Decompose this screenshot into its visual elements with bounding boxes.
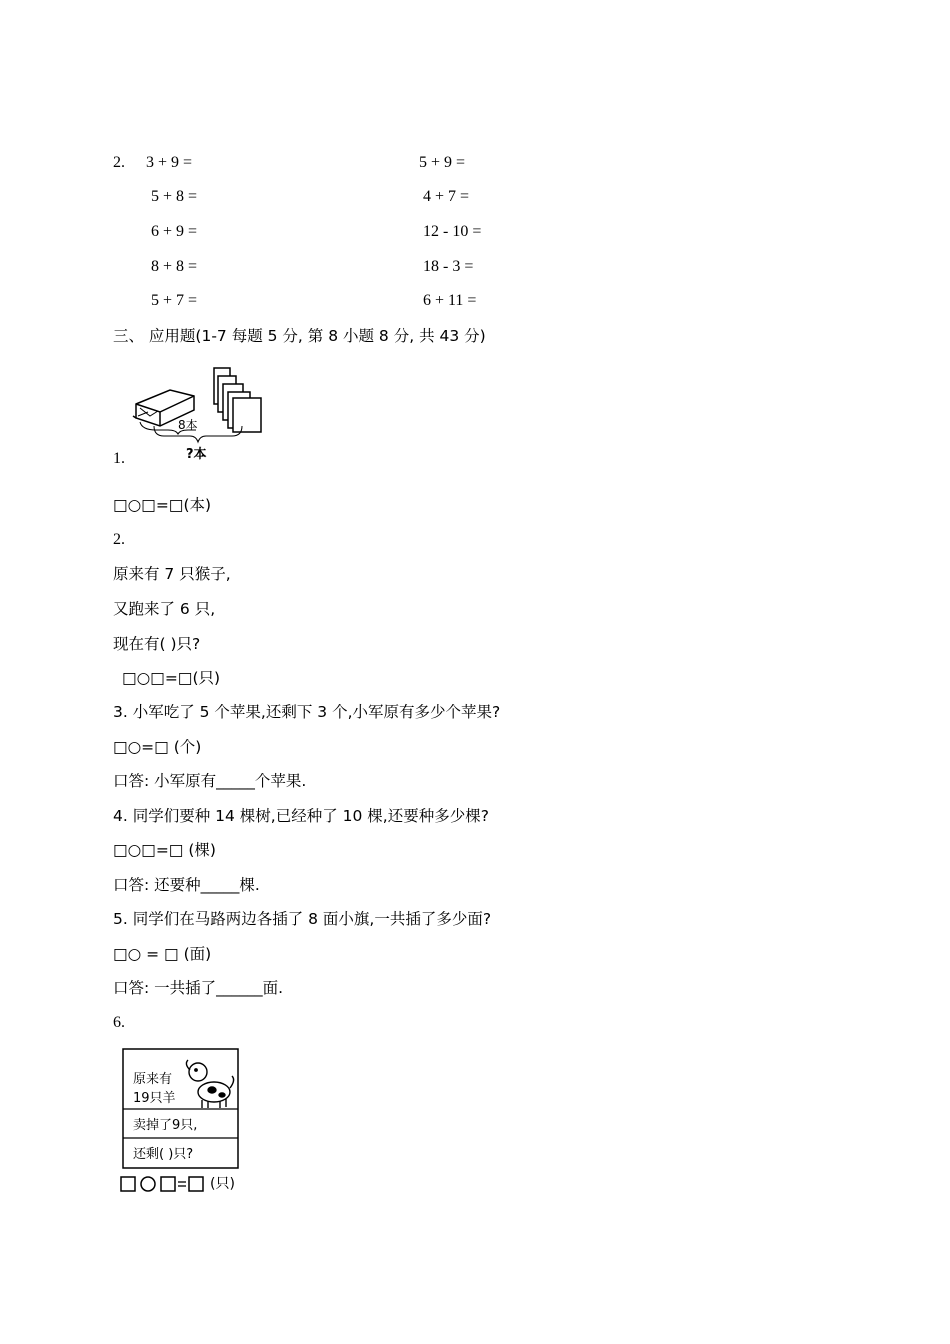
box-line2: 19只羊 [133, 1091, 176, 1106]
q1-books-figure [130, 366, 270, 466]
calc-left-4: 8 + 8 = [151, 258, 198, 275]
calc-right-2: 4 + 7 = [423, 188, 470, 205]
calc-right-1: 5 + 9 = [419, 154, 466, 171]
label-question: ?本 [186, 447, 207, 462]
q4-formula: □○□=□ (棵) [113, 841, 216, 859]
calc-left-5: 5 + 7 = [151, 292, 198, 309]
q1-number: 1. [113, 450, 125, 467]
q4-answer: 口答: 还要种_____棵. [113, 876, 260, 894]
calc-left-3: 6 + 9 = [151, 223, 198, 240]
q6-sheep-box [122, 1048, 240, 1170]
calc-right-5: 6 + 11 = [423, 292, 477, 309]
q5-question: 5. 同学们在马路两边各插了 8 面小旗,一共插了多少面? [113, 910, 492, 928]
q6-formula-unit: (只) [210, 1176, 235, 1192]
calc-left-1: 3 + 9 = [146, 154, 193, 171]
answer-box-1 [121, 1177, 135, 1191]
q2-line1: 原来有 7 只猴子, [113, 565, 231, 583]
q6-formula-shapes [120, 1175, 220, 1195]
operator-circle [141, 1177, 155, 1191]
q1-formula: □○□=□(本) [113, 496, 212, 514]
calc-left-2: 5 + 8 = [151, 188, 198, 205]
q3-answer: 口答: 小军原有_____个苹果. [113, 772, 307, 790]
box-line1: 原来有 [133, 1072, 173, 1087]
q2-number: 2. [113, 531, 125, 548]
q6-number: 6. [113, 1014, 125, 1031]
label-8: 8本 [178, 418, 198, 432]
calc-right-3: 12 - 10 = [423, 223, 482, 240]
q5-formula: □○ = □ (面) [113, 945, 212, 963]
calc-right-4: 18 - 3 = [423, 258, 474, 275]
q2-line2: 又跑来了 6 只, [113, 600, 216, 618]
q3-question: 3. 小军吃了 5 个苹果,还剩下 3 个,小军原有多少个苹果? [113, 703, 501, 721]
box-row2: 卖掉了9只, [133, 1118, 198, 1133]
q2-line3: 现在有( )只? [113, 635, 201, 653]
q5-answer: 口答: 一共插了______面. [113, 979, 284, 997]
q3-formula: □○=□ (个) [113, 738, 202, 756]
calc-number: 2. [113, 154, 125, 171]
q4-question: 4. 同学们要种 14 棵树,已经种了 10 棵,还要种多少棵? [113, 807, 489, 825]
answer-box-3 [189, 1177, 203, 1191]
q2-formula: □○□=□(只) [122, 669, 221, 687]
section-heading: 三、 应用题(1-7 每题 5 分, 第 8 小题 8 分, 共 43 分) [113, 327, 486, 345]
book-stack-icon [214, 368, 261, 432]
answer-box-2 [161, 1177, 175, 1191]
box-row3: 还剩( )只? [133, 1147, 194, 1162]
